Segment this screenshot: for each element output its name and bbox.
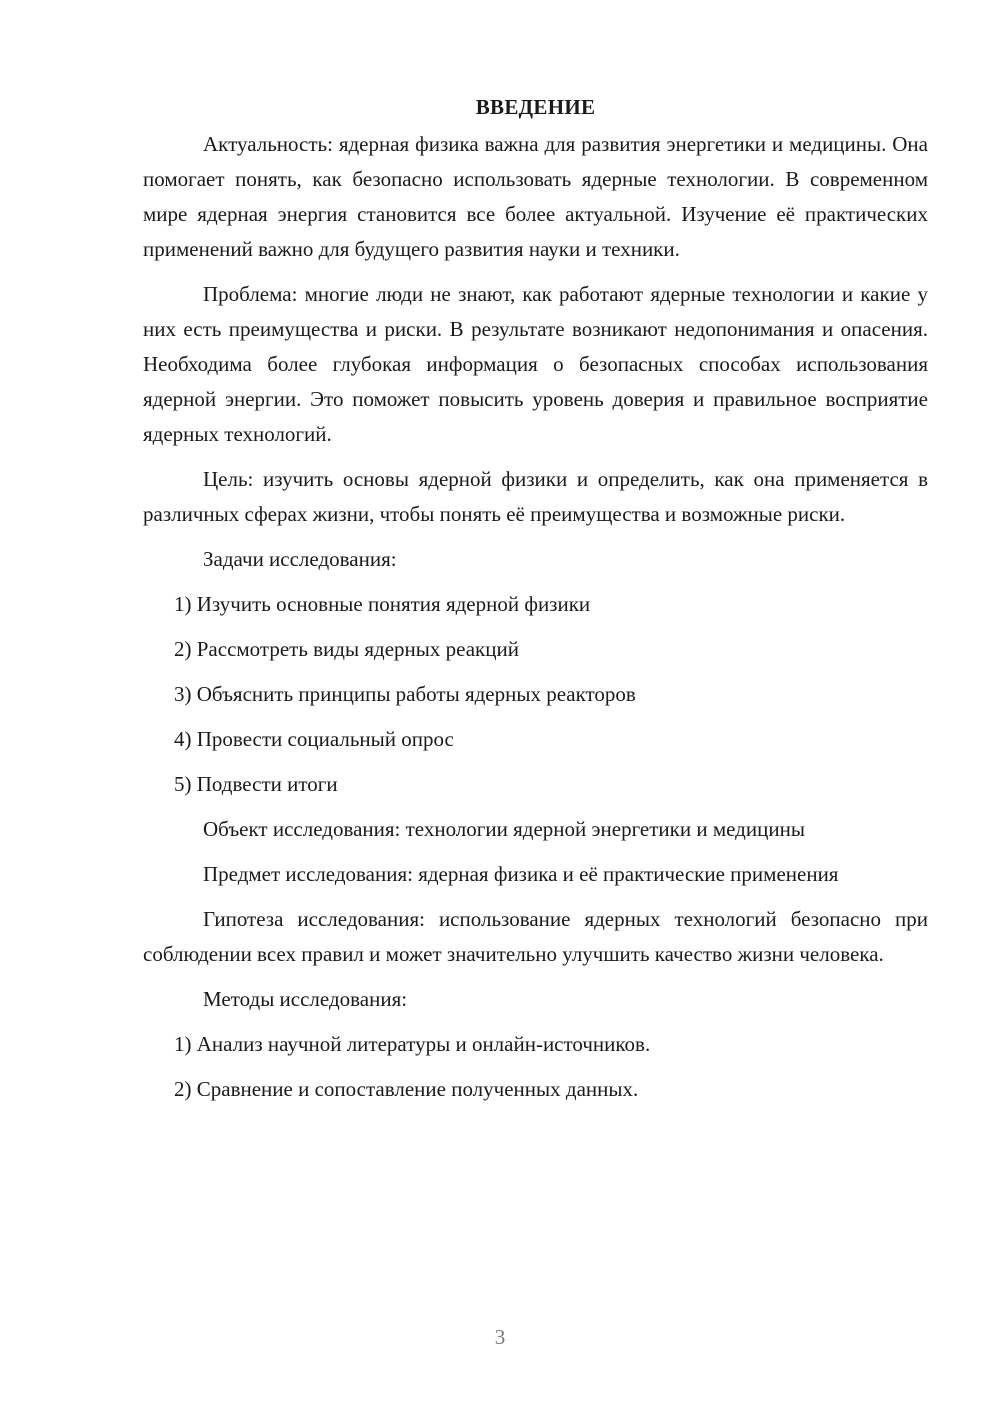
list-item: 1) Изучить основные понятия ядерной физики xyxy=(174,592,591,616)
page-title: ВВЕДЕНИЕ xyxy=(475,95,596,119)
tasks-heading: Задачи исследования: xyxy=(203,547,397,571)
hypothesis-paragraph: Гипотеза исследования: использование ядерных технологий безопасно при соблюдении всех правил и может значительно улучшить качество жизни человека. xyxy=(143,907,928,966)
list-item: 2) Сравнение и сопоставление полученных данных. xyxy=(174,1077,639,1101)
list-item: 4) Провести социальный опрос xyxy=(174,727,454,751)
list-item: 5) Подвести итоги xyxy=(174,772,338,796)
object-paragraph: Объект исследования: технологии ядерной энергетики и медицины xyxy=(203,817,805,841)
page-number: 3 xyxy=(494,1325,506,1349)
subject-paragraph: Предмет исследования: ядерная физика и её практические применения xyxy=(203,862,839,886)
methods-heading: Методы исследования: xyxy=(203,987,408,1011)
methods-list xyxy=(143,1027,928,1107)
goal-paragraph: Цель: изучить основы ядерной физики и определить, как она применяется в различных сферах жизни, чтобы понять её преимущества и возможные риски. xyxy=(143,467,928,526)
list-item: 2) Рассмотреть виды ядерных реакций xyxy=(174,637,519,661)
tasks-list xyxy=(143,587,928,802)
document-page xyxy=(143,90,928,1117)
problem-paragraph: Проблема: многие люди не знают, как работают ядерные технологии и какие у них есть преимущества и риски. В результате возникают недопонимания и опасения. Необходима более глубокая информация о безопасных способах использования ядерной энергии. Это поможет повысить уровень доверия и правильное восприятие ядерных технологий. xyxy=(143,282,928,446)
list-item: 3) Объяснить принципы работы ядерных реакторов xyxy=(174,682,636,706)
list-item: 1) Анализ научной литературы и онлайн-источников. xyxy=(174,1032,651,1056)
relevance-paragraph: Актуальность: ядерная физика важна для развития энергетики и медицины. Она помогает понять, как безопасно использовать ядерные технологии. В современном мире ядерная энергия становится все более актуальной. Изучение её практических применений важно для будущего развития науки и техники. xyxy=(143,132,928,261)
